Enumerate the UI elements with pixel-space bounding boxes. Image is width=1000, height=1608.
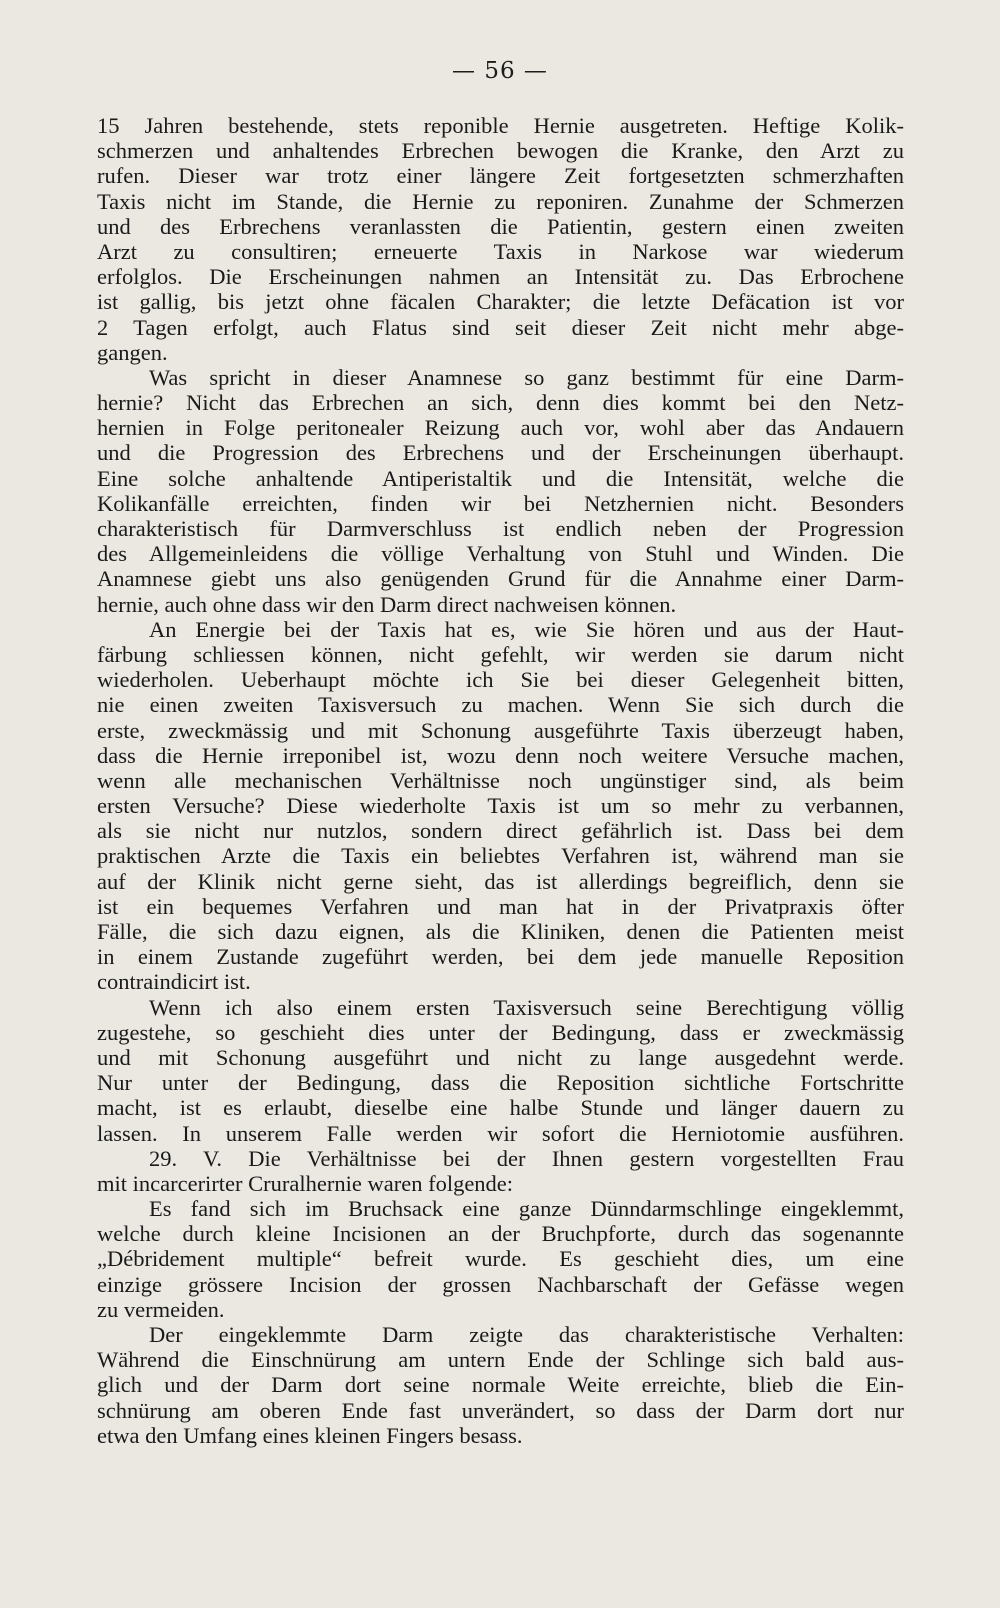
text-line: zugestehe, so geschieht dies unter der Bedingung, dass er zweckmässig: [97, 1019, 904, 1045]
text-line: hernie? Nicht das Erbrechen an sich, denn dies kommt bei den Netz-: [97, 390, 904, 416]
text-line: mit incarcerirter Cruralhernie waren folgende:: [97, 1170, 514, 1196]
text-line: färbung schliessen können, nicht gefehlt, wir werden sie darum nicht: [97, 641, 904, 667]
text-line: ist gallig, bis jetzt ohne fäcalen Charakter; die letzte Defäcation ist vor: [97, 289, 904, 315]
text-line: Während die Einschnürung am untern Ende der Schlinge sich bald aus-: [97, 1347, 904, 1373]
text-line: gangen.: [97, 339, 168, 365]
text-line: Taxis nicht im Stande, die Hernie zu reponiren. Zunahme der Schmerzen: [97, 188, 904, 214]
text-line: lassen. In unserem Falle werden wir sofort die Herniotomie ausführen.: [97, 1120, 904, 1146]
text-line: dass die Hernie irreponibel ist, wozu denn noch weitere Versuche machen,: [97, 742, 904, 768]
text-line: zu vermeiden.: [97, 1296, 225, 1322]
text-line: schmerzen und anhaltendes Erbrechen bewogen die Kranke, den Arzt zu: [97, 138, 904, 164]
text-line: Fälle, die sich dazu eignen, als die Kliniken, denen die Patienten meist: [97, 919, 904, 944]
text-line: Kolikanfälle erreichten, finden wir bei Netzhernien nicht. Besonders: [97, 490, 904, 516]
text-line: in einem Zustande zugeführt werden, bei dem jede manuelle Reposition: [97, 944, 904, 970]
text-line: contraindicirt ist.: [97, 969, 251, 995]
text-line: Eine solche anhaltende Antiperistaltik und die Intensität, welche die: [97, 465, 904, 491]
page-number: — 56 —: [452, 58, 548, 84]
text-line: als sie nicht nur nutzlos, sondern direct gefährlich ist. Dass bei dem: [97, 818, 904, 844]
text-line: einzige grössere Incision der grossen Nachbarschaft der Gefässe wegen: [97, 1271, 904, 1297]
body-text: [97, 113, 904, 1448]
text-line: glich und der Darm dort seine normale Weite erreichte, blieb die Ein-: [97, 1372, 904, 1398]
text-line: 29. V. Die Verhältnisse bei der Ihnen gestern vorgestellten Frau: [149, 1145, 904, 1171]
text-line: Was spricht in dieser Anamnese so ganz bestimmt für eine Darm-: [149, 364, 904, 390]
text-line: auf der Klinik nicht gerne sieht, das ist allerdings begreiflich, denn sie: [97, 868, 904, 894]
text-line: des Allgemeinleidens die völlige Verhaltung von Stuhl und Winden. Die: [97, 541, 904, 567]
text-line: Es fand sich im Bruchsack eine ganze Dünndarmschlinge eingeklemmt,: [149, 1196, 904, 1222]
text-line: und die Progression des Erbrechens und der Erscheinungen überhaupt.: [97, 440, 904, 466]
text-line: wiederholen. Ueberhaupt möchte ich Sie bei dieser Gelegenheit bitten,: [97, 667, 904, 693]
text-line: rufen. Dieser war trotz einer längere Zeit fortgesetzten schmerzhaften: [97, 163, 904, 189]
text-line: macht, ist es erlaubt, dieselbe eine halbe Stunde und länger dauern zu: [97, 1095, 904, 1121]
text-line: ersten Versuche? Diese wiederholte Taxis ist um so mehr zu verbannen,: [97, 793, 904, 819]
text-line: etwa den Umfang eines kleinen Fingers besass.: [97, 1422, 523, 1448]
text-line: erfolglos. Die Erscheinungen nahmen an Intensität zu. Das Erbrochene: [97, 264, 904, 290]
text-line: hernie, auch ohne dass wir den Darm direct nachweisen können.: [97, 591, 677, 617]
text-line: charakteristisch für Darmverschluss ist endlich neben der Progression: [97, 516, 904, 541]
text-line: 2 Tagen erfolgt, auch Flatus sind seit dieser Zeit nicht mehr abge-: [97, 314, 904, 340]
text-line: Arzt zu consultiren; erneuerte Taxis in Narkose war wiederum: [97, 238, 904, 264]
text-line: „Débridement multiple“ befreit wurde. Es geschieht dies, um eine: [97, 1246, 904, 1272]
text-line: Wenn ich also einem ersten Taxisversuch seine Berechtigung völlig: [149, 994, 904, 1020]
text-line: 15 Jahren bestehende, stets reponible Hernie ausgetreten. Heftige Kolik-: [97, 113, 904, 138]
text-line: Anamnese giebt uns also genügenden Grund für die Annahme einer Darm-: [97, 566, 904, 592]
text-line: Der eingeklemmte Darm zeigte das charakteristische Verhalten:: [149, 1322, 904, 1347]
text-line: hernien in Folge peritonealer Reizung auch vor, wohl aber das Andauern: [97, 415, 904, 441]
text-line: nie einen zweiten Taxisversuch zu machen. Wenn Sie sich durch die: [97, 692, 904, 718]
text-line: erste, zweckmässig und mit Schonung ausgeführte Taxis überzeugt haben,: [97, 717, 904, 743]
text-line: schnürung am oberen Ende fast unverändert, so dass der Darm dort nur: [97, 1397, 904, 1423]
text-line: An Energie bei der Taxis hat es, wie Sie hören und aus der Haut-: [149, 616, 904, 642]
text-line: praktischen Arzte die Taxis ein beliebtes Verfahren ist, während man sie: [97, 843, 904, 869]
text-line: und des Erbrechens veranlassten die Patientin, gestern einen zweiten: [97, 213, 904, 239]
text-line: ist ein bequemes Verfahren und man hat in der Privatpraxis öfter: [97, 893, 904, 919]
text-line: und mit Schonung ausgeführt und nicht zu lange ausgedehnt werde.: [97, 1044, 904, 1070]
text-line: wenn alle mechanischen Verhältnisse noch ungünstiger sind, als beim: [97, 767, 904, 793]
text-line: Nur unter der Bedingung, dass die Reposition sichtliche Fortschritte: [97, 1070, 904, 1096]
text-line: welche durch kleine Incisionen an der Bruchpforte, durch das sogenannte: [97, 1221, 904, 1247]
